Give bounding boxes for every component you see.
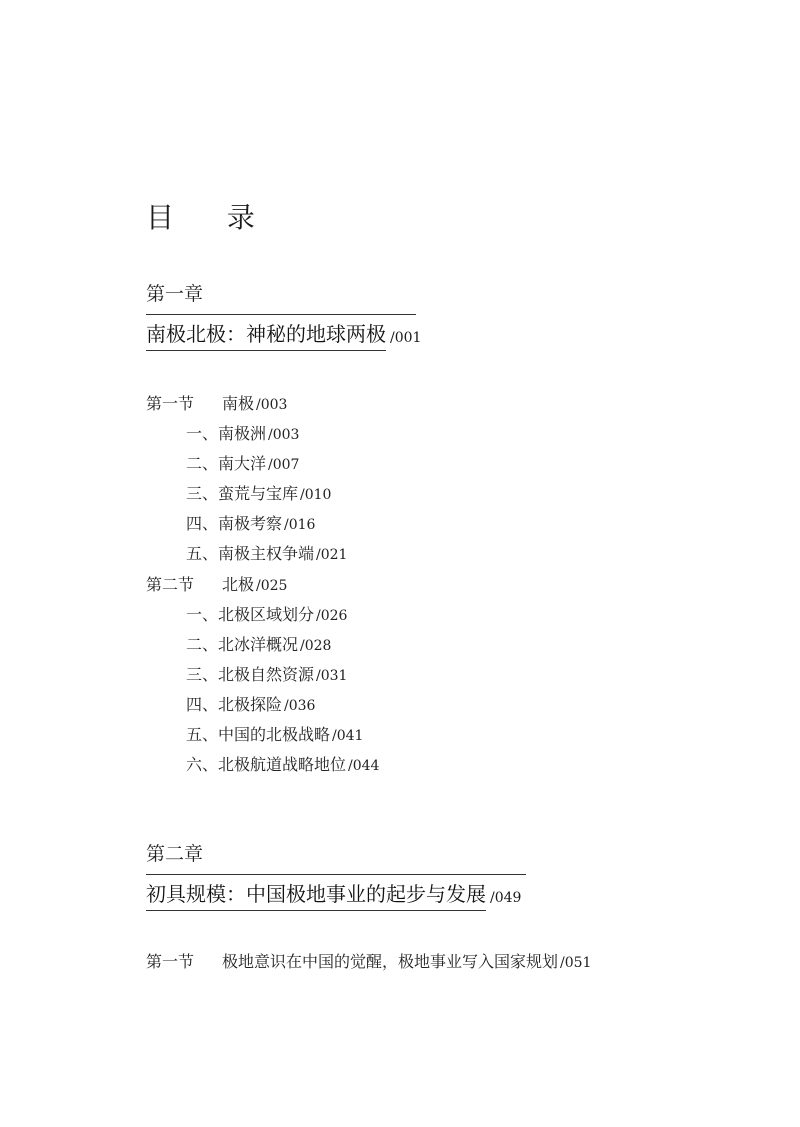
page-number: /028 xyxy=(300,637,332,654)
chapter-label: 第二章 xyxy=(146,843,204,865)
chapter-title-row xyxy=(146,881,526,911)
toc-list xyxy=(146,390,379,781)
toc-item-entry[interactable] xyxy=(146,691,379,721)
item-title: 一、南极洲 xyxy=(186,424,267,444)
toc-item-entry[interactable] xyxy=(146,480,379,510)
item-title: 四、南极考察 xyxy=(186,514,283,534)
chapter-1-heading xyxy=(146,282,421,351)
toc-section-entry[interactable] xyxy=(146,948,591,978)
item-title: 三、北极自然资源 xyxy=(186,664,315,684)
chapter-title[interactable]: 初具规模：中国极地事业的起步与发展 xyxy=(146,881,486,911)
chapter-rule xyxy=(146,314,416,315)
item-title: 五、南极主权争端 xyxy=(186,544,315,564)
toc-item-entry[interactable] xyxy=(146,751,379,781)
toc-section-entry[interactable] xyxy=(146,390,379,420)
page-number: /025 xyxy=(256,577,288,594)
item-title: 二、南大洋 xyxy=(186,454,267,474)
page-number: /049 xyxy=(490,890,522,906)
chapter-rule xyxy=(146,874,526,875)
chapter-label: 第一章 xyxy=(146,283,204,305)
page-number: /026 xyxy=(316,607,348,624)
toc-item-entry[interactable] xyxy=(146,540,379,570)
page-number: /010 xyxy=(300,487,332,504)
page-number: /051 xyxy=(560,955,592,971)
page-number: /021 xyxy=(316,547,348,564)
toc-item-entry[interactable] xyxy=(146,601,379,631)
chapter-2-heading xyxy=(146,842,526,911)
page-number: /007 xyxy=(268,457,300,474)
section-number: 第二节 xyxy=(146,574,195,594)
page-number: /041 xyxy=(332,728,364,745)
toc-item-entry[interactable] xyxy=(146,631,379,661)
page-number: /001 xyxy=(390,330,422,346)
toc-item-entry[interactable] xyxy=(146,510,379,540)
section-number: 第一节 xyxy=(146,394,195,413)
page-title: 目 录 xyxy=(146,201,277,234)
page-number: /003 xyxy=(256,397,288,413)
item-title: 四、北极探险 xyxy=(186,694,283,714)
toc-item-entry[interactable] xyxy=(146,661,379,691)
section-title: 北极 xyxy=(222,574,255,594)
chapter-title-row xyxy=(146,321,421,351)
item-title: 六、北极航道战略地位 xyxy=(186,755,347,775)
section-title: 极地意识在中国的觉醒，极地事业写入国家规划 xyxy=(222,952,559,971)
page-number: /031 xyxy=(316,667,348,684)
item-title: 五、中国的北极战略 xyxy=(186,725,331,745)
page-number: /003 xyxy=(268,427,300,444)
toc-item-entry[interactable] xyxy=(146,420,379,450)
section-number: 第一节 xyxy=(146,952,195,971)
item-title: 一、北极区域划分 xyxy=(186,604,315,624)
page-number: /036 xyxy=(284,697,316,714)
item-title: 三、蛮荒与宝库 xyxy=(186,484,299,504)
toc-item-entry[interactable] xyxy=(146,721,379,751)
page-number: /044 xyxy=(348,758,380,775)
page-number: /016 xyxy=(284,517,316,534)
chapter-title[interactable]: 南极北极：神秘的地球两极 xyxy=(146,321,386,351)
item-title: 二、北冰洋概况 xyxy=(186,634,299,654)
toc-item-entry[interactable] xyxy=(146,450,379,480)
toc-section-entry[interactable] xyxy=(146,571,379,601)
section-title: 南极 xyxy=(222,394,255,413)
